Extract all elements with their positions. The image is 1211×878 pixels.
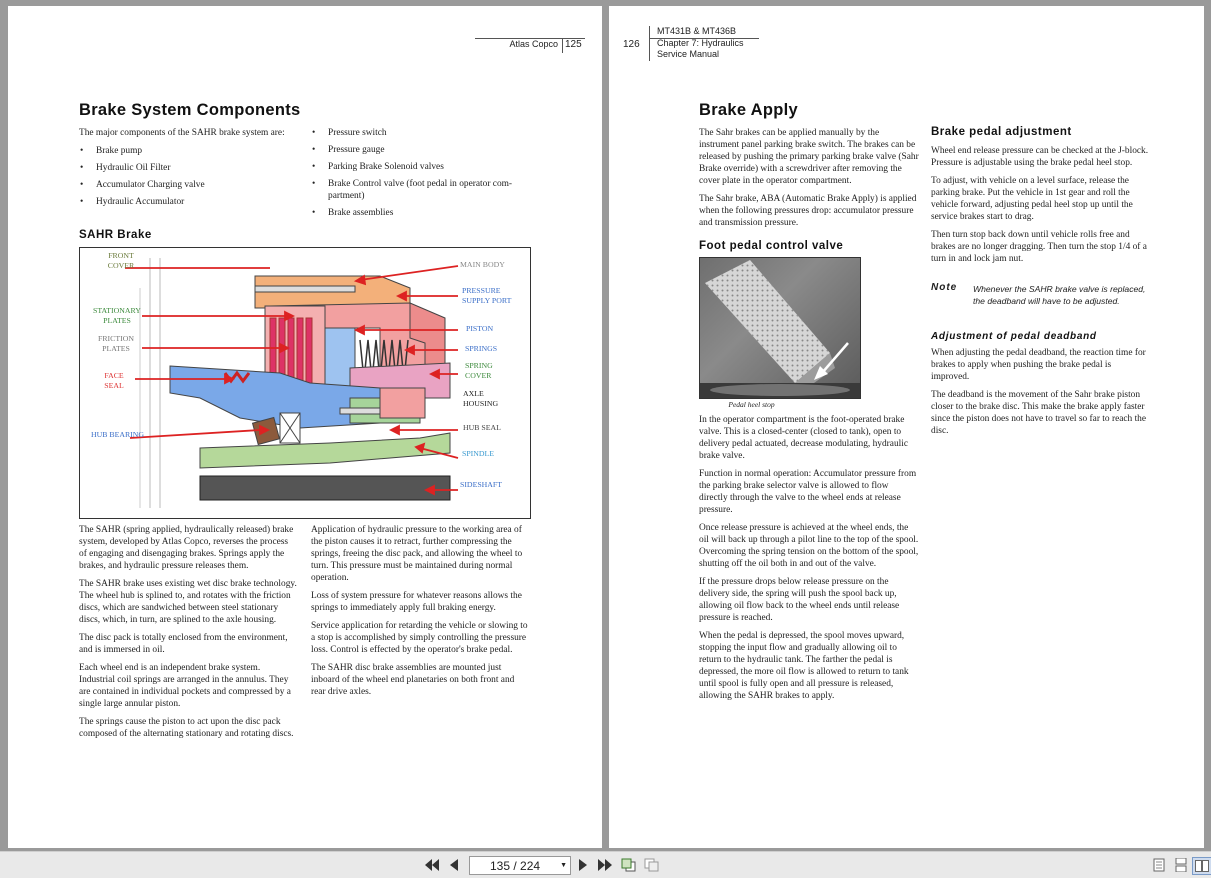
paragraph: The SAHR disc brake assemblies are mounted just inboard of the wheel end planetaries on both front and rear drive axles. [311, 663, 515, 697]
label-stationary-plates: STATIONARY PLATES [93, 306, 141, 325]
label-piston: PISTON [466, 324, 494, 333]
foot-pedal-title: Foot pedal control valve [699, 240, 844, 252]
paragraph: The Sahr brake, ABA (Automatic Brake Apply) is applied when the following pressures drop: accumulator pressure and transmission pressure. [699, 194, 917, 228]
deadband-text [931, 347, 1151, 443]
prev-page-icon[interactable] [447, 857, 461, 873]
header-chapter: Chapter 7: Hydraulics [657, 37, 744, 48]
paragraph: When the pedal is depressed, the spool moves upward, stopping the input flow and gradually allowing oil to return to the hydraulic tank. The farther the pedal is depressed, the more oil flow is allowed to return to tank until spool is fully open and all pressure is released, allowing the SAHR brakes to apply. [699, 631, 909, 701]
page-number-field[interactable] [469, 856, 571, 875]
note-label: Note [931, 282, 958, 293]
brake-apply-text [699, 127, 919, 235]
first-page-icon[interactable] [424, 857, 440, 873]
components-list-2 [311, 127, 536, 219]
paragraph: Application of hydraulic pressure to the working area of the piston causes it to retract, further compressing the springs, freeing the disc pack, and allowing the wheel to turn. This pressure must be maintained during normal operation. [311, 525, 523, 583]
pedal-adjustment-text [931, 145, 1151, 271]
left-text-column-2 [311, 524, 529, 704]
paragraph: To adjust, with vehicle on a level surface, release the parking brake. Put the vehicle in 1st gear and roll the vehicle forward, adjusting pedal heel stop up until the service brakes start to drag. [931, 176, 1133, 222]
next-view-icon[interactable] [643, 857, 661, 873]
deadband-title: Adjustment of pedal deadband [931, 331, 1097, 342]
label-springs: SPRINGS [465, 344, 498, 353]
dropdown-arrow-icon[interactable]: ▼ [560, 862, 567, 869]
label-sideshaft: SIDESHAFT [460, 480, 503, 489]
pedal-adjustment-title: Brake pedal adjustment [931, 126, 1072, 138]
label-axle-housing: AXLE HOUSING [463, 389, 499, 408]
viewer-toolbar [0, 851, 1211, 878]
paragraph: The Sahr brakes can be applied manually by the instrument panel parking brake switch. The brakes can be released by pushing the primary parking brake valve (Sahr Brake override) with a screwdriver after removing the cover plate in the operator compartment. [699, 128, 919, 186]
sahr-brake-diagram [79, 247, 531, 519]
note-text: Whenever the SAHR brake valve is replaced, the deadband will have to be adjusted. [973, 284, 1146, 306]
paragraph: Service application for retarding the vehicle or slowing to a stop is accomplished by simply controlling the pressure loss. Control is effected by the operator's brake pedal. [311, 621, 528, 655]
list-item: • Hydraulic Accumulator [79, 196, 309, 208]
label-hub-seal: HUB SEAL [463, 423, 501, 432]
last-page-icon[interactable] [597, 857, 613, 873]
components-column-2 [311, 127, 536, 224]
list-item: • Accumulator Charging valve [79, 179, 309, 191]
list-item: • Brake assemblies [311, 207, 536, 219]
page-title: Brake System Components [79, 101, 301, 119]
foot-pedal-text [699, 414, 919, 708]
prev-view-icon[interactable] [620, 857, 638, 873]
paragraph: Once release pressure is achieved at the wheel ends, the oil will back up through a pilot line to the top of the spool. Overcoming the spring tension on the bottom of the spool, shutting off the oil both in and out of the valve. [699, 523, 919, 569]
header-rule [649, 38, 759, 39]
paragraph: The disc pack is totally enclosed from the environment, and is immersed in oil. [79, 633, 288, 655]
page-title: Brake Apply [699, 101, 798, 119]
paragraph: Wheel end release pressure can be checked at the J-block. Pressure is adjustable using the brake pedal heel stop. [931, 146, 1149, 168]
paragraph: The deadband is the movement of the Sahr brake piston closer to the brake disc. This make the brake apply faster since the piston does not have to travel so far to reach the disc. [931, 390, 1147, 436]
right-page [609, 6, 1204, 848]
label-spring-cover: SPRING COVER [465, 361, 493, 380]
pedal-photo [699, 257, 861, 399]
components-intro: The major components of the SAHR brake system are: [79, 128, 285, 138]
single-page-icon[interactable] [1151, 857, 1167, 873]
photo-caption: Pedal heel stop [728, 400, 775, 409]
continuous-icon[interactable] [1173, 857, 1189, 873]
list-item: • Pressure switch [311, 127, 536, 139]
paragraph: The SAHR (spring applied, hydraulically released) brake system, developed by Atlas Copco, reverses the process of engaging and disengaging brakes. Springs apply the brakes, and hydraulic pressure releases them. [79, 525, 294, 571]
header-manual: Service Manual [657, 49, 720, 59]
list-item: • Brake pump [79, 145, 309, 157]
label-pressure-supply-port: PRESSURE SUPPLY PORT [462, 286, 512, 305]
paragraph: Function in normal operation: Accumulator pressure from the parking brake selector valve is allowed to flow directly through the valve to the wheel ends at release pressure. [699, 469, 917, 515]
sahr-brake-title: SAHR Brake [79, 229, 152, 241]
page-number: 125 [565, 39, 582, 50]
list-item: • Parking Brake Solenoid valves [311, 161, 536, 173]
pedal-image [700, 258, 860, 398]
paragraph: Then turn stop back down until vehicle rolls free and brakes are no longer dragging. Then turn the stop 1/4 of a turn in and lock jam nut. [931, 230, 1147, 264]
paragraph: The springs cause the piston to act upon the disc pack composed of the alternating stationary and rotating discs. [79, 717, 294, 739]
label-main-body: MAIN BODY [460, 260, 505, 269]
left-page [8, 6, 602, 848]
facing-pages-icon[interactable] [1192, 857, 1211, 875]
page-indicator: 135 / 224 [490, 858, 541, 873]
header-model: MT431B & MT436B [657, 26, 737, 36]
label-face-seal: FACE SEAL [104, 371, 124, 390]
label-front-cover: FRONT COVER [107, 251, 135, 270]
paragraph: Loss of system pressure for whatever reasons allows the springs to immediately apply full braking energy. [311, 591, 522, 613]
paragraph: When adjusting the pedal deadband, the reaction time for brakes to apply when pushing the brake pedal is improved. [931, 348, 1146, 382]
list-item: • Pressure gauge [311, 144, 536, 156]
components-list-1 [79, 145, 309, 208]
components-column-1 [79, 127, 309, 213]
paragraph: If the pressure drops below release pressure on the delivery side, the spring will push the spool back up, allowing oil flow back to the wheel ends until release pressure is reached. [699, 577, 900, 623]
paragraph: Each wheel end is an independent brake system. Industrial coil springs are arranged in the annulus. They are contained in individual pockets and compressed by a single large annular piston. [79, 663, 291, 709]
label-friction-plates: FRICTION PLATES [98, 334, 134, 353]
paragraph: The SAHR brake uses existing wet disc brake technology. The wheel hub is splined to, and rotates with the friction discs, which are sandwiched between steel stationary discs, which, in turn, are splined to the axle housing. [79, 579, 297, 625]
header-company: Atlas Copco [482, 39, 563, 53]
label-spindle: SPINDLE [462, 449, 495, 458]
list-item: • Brake Control valve (foot pedal in operator com-partment) [311, 178, 536, 202]
page-number: 126 [623, 39, 640, 50]
header-block [649, 26, 744, 61]
label-hub-bearing: HUB BEARING [90, 430, 145, 439]
paragraph: In the operator compartment is the foot-operated brake valve. This is a closed-center (closed to tank), open to delivery pedal actuated, decrease modulating, hydraulic brake valve. [699, 415, 909, 461]
list-item: • Hydraulic Oil Filter [79, 162, 309, 174]
left-text-column-1 [79, 524, 297, 746]
next-page-icon[interactable] [576, 857, 590, 873]
